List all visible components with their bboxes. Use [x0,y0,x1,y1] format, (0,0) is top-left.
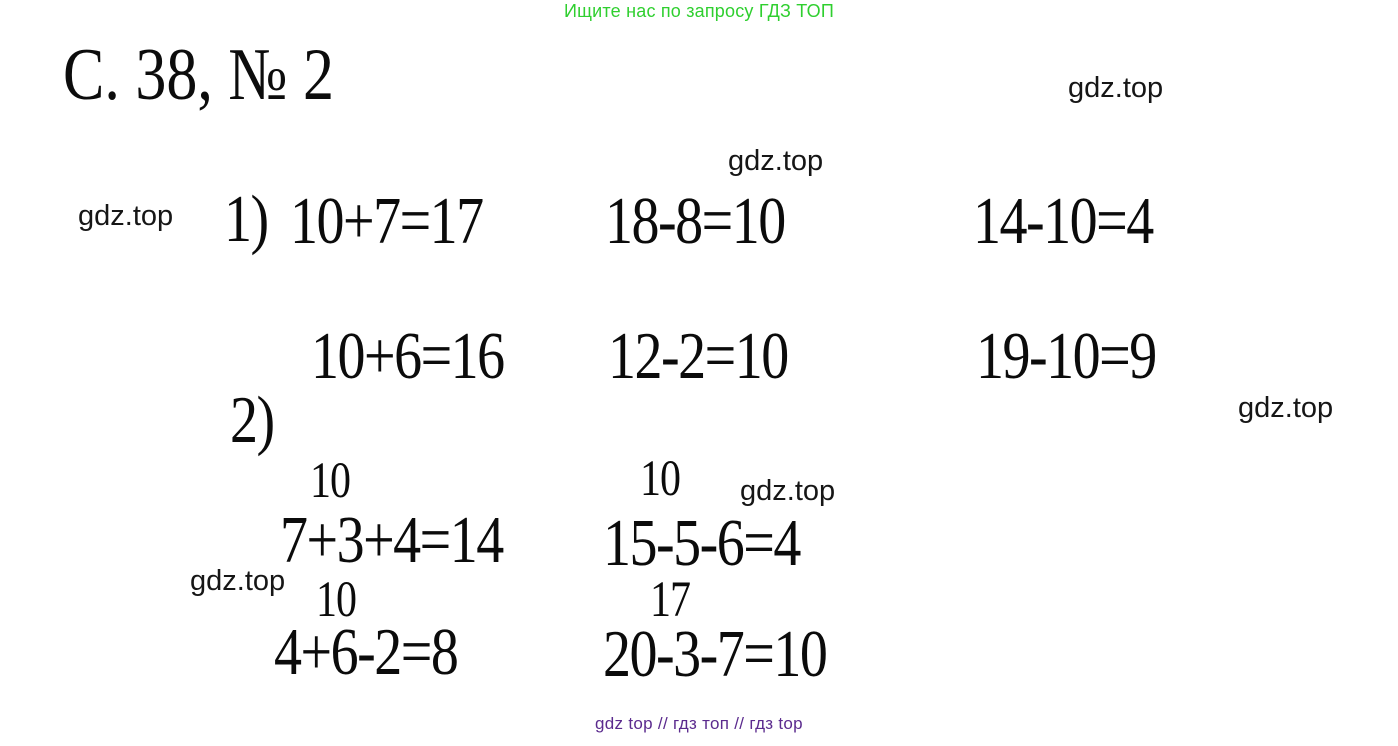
watermark-gdz-top-left: gdz.top [78,200,174,232]
equation-1-1: 10+7=17 [290,184,483,259]
watermark-gdz-part2-left: gdz.top [190,565,286,597]
part1-label: 1) [224,182,268,257]
equation-3-1: 7+3+4=14 [280,503,503,578]
carry-number-3: 10 [316,572,356,628]
watermark-gdz-mid-right: gdz.top [1238,392,1334,424]
carry-number-1: 10 [310,453,350,509]
promo-banner: Ищите нас по запросу ГДЗ ТОП [564,1,834,21]
equation-4-2: 20-3-7=10 [603,617,827,692]
equation-1-2: 18-8=10 [605,184,785,259]
equation-2-2: 12-2=10 [608,319,788,394]
equation-4-1: 4+6-2=8 [274,615,458,690]
equation-2-1: 10+6=16 [311,319,504,394]
watermark-gdz-part2-middle: gdz.top [740,475,836,507]
watermark-gdz-top-right: gdz.top [1068,72,1164,104]
equation-2-3: 19-10=9 [976,319,1156,394]
part2-label: 2) [230,383,274,458]
carry-number-4: 17 [650,572,690,628]
footer-tags: gdz top // гдз топ // гдз top [595,714,803,733]
carry-number-2: 10 [640,451,680,507]
watermark-gdz-top-row1-middle: gdz.top [728,145,824,177]
equation-3-2: 15-5-6=4 [603,506,800,581]
equation-1-3: 14-10=4 [973,184,1153,259]
page-title: С. 38, № 2 [63,34,335,116]
